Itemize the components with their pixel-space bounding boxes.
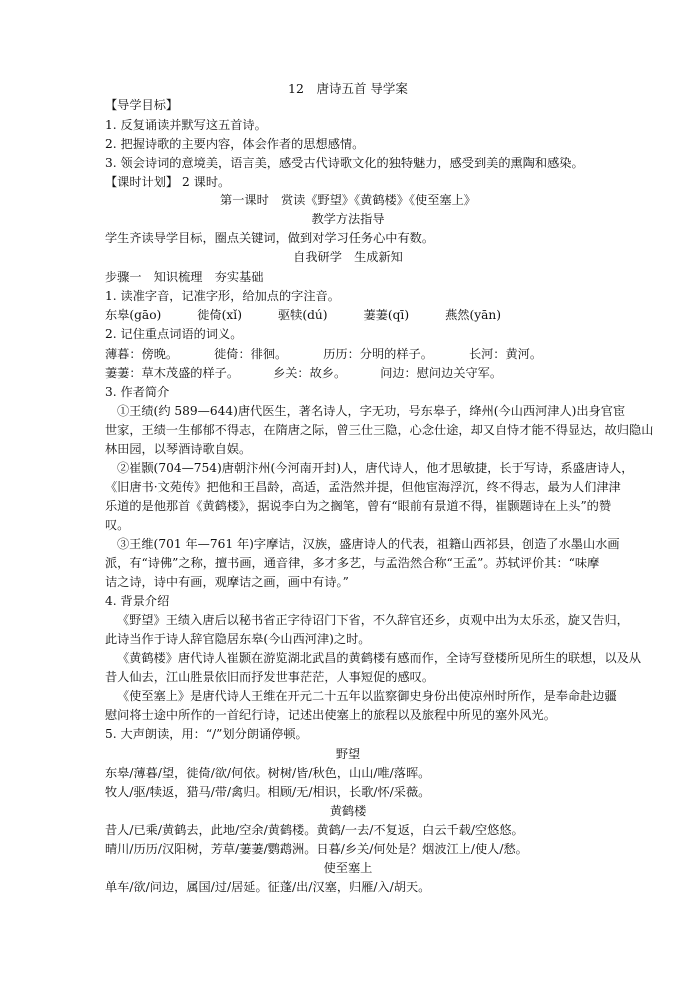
question-1: 1. 读准字音，记准字形，给加点的字注音。: [105, 289, 340, 303]
objective-3: 3. 领会诗词的意境美，语言美，感受古代诗歌文化的独特魅力，感受到美的熏陶和感染。: [105, 156, 584, 170]
poem-1-title: 野望: [335, 747, 361, 761]
author-1-line: 世家，王绩一生郁郁不得志，在隋唐之际，曾三仕三隐，心念仕途，却又自恃才能不得显达，故归隐山: [105, 423, 654, 437]
author-3-line: ③王维(701 年—761 年)字摩诘，汉族，盛唐诗人的代表，祖籍山西祁县，创造了水墨山水画: [117, 537, 620, 551]
plan-heading: 【课时计划】: [105, 175, 179, 189]
background-2-line: 《黄鹤楼》唐代诗人崔颢在游览湖北武昌的黄鹤楼有感而作，全诗写登楼所见所生的联想，以及从: [117, 651, 642, 665]
poem-3-line: 单车/欲/问边，属国/过/居延。征蓬/出/汉塞，归雁/入/胡天。: [105, 880, 431, 894]
author-2-line: 乐道的是他那首《黄鹤楼》，据说李白为之搁笔，曾有“眼前有景道不得，崔颢题诗在上头”的赞: [105, 499, 612, 513]
vocab-item: 徙倚：徘徊。: [214, 347, 288, 361]
poem-2-line: 晴川/历历/汉阳树，芳草/萋萋/鹦鹉洲。日暮/乡关/何处是？烟波江上/使人/愁。: [105, 842, 528, 856]
objective-1: 1. 反复诵读并默写这五首诗。: [105, 118, 267, 132]
vocab-row-2: [105, 364, 502, 382]
method-heading: 教学方法指导: [311, 212, 385, 226]
pinyin-item: 驱犊(dú): [277, 308, 328, 322]
pinyin-item: 萋萋(qī): [363, 308, 410, 322]
vocab-item: 萋萋：草木茂盛的样子。: [105, 366, 240, 380]
pinyin-item: 东皋(gāo): [105, 308, 162, 322]
question-4: 4. 背景介绍: [105, 594, 170, 608]
vocab-item: 长河：黄河。: [468, 347, 543, 361]
vocab-item: 乡关：故乡。: [273, 366, 347, 380]
poem-1-line: 牧人/驱/犊返，猎马/带/禽归。相顾/无/相识，长歌/怀/采薇。: [105, 785, 431, 799]
background-3-line: 《使至塞上》是唐代诗人王维在开元二十五年以监察御史身份出使凉州时所作，是奉命赴边疆: [117, 689, 617, 703]
background-2-line: 昔人仙去，江山胜景依旧而抒发世事茫茫，人事短促的感叹。: [105, 670, 435, 684]
question-5: 5. 大声朗读，用：“/”划分朗诵停顿。: [105, 727, 308, 741]
plan-line: [105, 173, 230, 191]
vocab-item: 薄暮：傍晚。: [105, 347, 179, 361]
question-3: 3. 作者简介: [105, 385, 170, 399]
question-2: 2. 记住重点词语的词义。: [105, 327, 243, 341]
self-study-heading: 自我研学 生成新知: [293, 250, 403, 264]
method-text: 学生齐读导学目标，圈点关键词，做到对学习任务心中有数。: [105, 231, 435, 245]
author-3-line: 派，有“诗佛”之称，擅书画，通音律，多才多艺，与孟浩然合称“王孟”。苏轼评价其：“味摩: [105, 556, 600, 570]
author-3-line: 诘之诗，诗中有画，观摩诘之画，画中有诗。”: [105, 575, 349, 589]
step1-heading: 步骤一 知识梳理 夯实基础: [105, 270, 264, 284]
poem-2-title: 黄鹤楼: [329, 804, 367, 818]
author-2-line: ②崔颢(704—754)唐朝汴州(今河南开封)人，唐代诗人，他才思敏捷，长于写诗，系盛唐诗人，: [117, 461, 634, 475]
vocab-item: 历历：分明的样子。: [323, 347, 433, 361]
author-1-line: 林田园，以琴酒诗歌自娱。: [105, 442, 252, 456]
vocab-item: 问边：慰问边关守军。: [380, 366, 503, 380]
pinyin-item: 徙倚(xǐ): [197, 308, 242, 322]
poem-2-line: 昔人/已乘/黄鹤去，此地/空余/黄鹤楼。黄鹤/一去/不复返，白云千载/空悠悠。: [105, 823, 524, 837]
objectives-heading: 【导学目标】: [105, 98, 179, 112]
author-2-line: 叹。: [105, 518, 130, 532]
vocab-row-1: [105, 345, 542, 363]
objective-2: 2. 把握诗歌的主要内容，体会作者的思想感情。: [105, 137, 365, 151]
document-title: 12 唐诗五首 导学案: [288, 81, 408, 96]
plan-value: 2 课时。: [182, 175, 231, 189]
poem-1-line: 东皋/薄暮/望，徙倚/欲/何依。树树/皆/秋色，山山/唯/落晖。: [105, 766, 431, 780]
background-3-line: 慰问将士途中所作的一首纪行诗，记述出使塞上的旅程以及旅程中所见的塞外风光。: [105, 708, 556, 722]
lesson1-title: 第一课时 赏读《野望》《黄鹤楼》《使至塞上》: [220, 193, 476, 207]
background-1-line: 《野望》王绩入唐后以秘书省正字待诏门下省，不久辞官还乡，贞观中出为太乐丞，旋又告归，: [117, 613, 629, 627]
pinyin-row: [105, 306, 501, 324]
author-2-line: 《旧唐书·文苑传》把他和王昌龄，高适，孟浩然并提，但他宦海浮沉，终不得志，最为人们津津: [105, 480, 621, 494]
author-1-line: ①王绩(约 589—644)唐代医生，著名诗人，字无功，号东皋子，绛州(今山西河津人)出身官宦: [117, 404, 626, 418]
poem-3-title: 使至塞上: [323, 861, 373, 875]
background-1-line: 此诗当作于诗人辞官隐居东皋(今山西河津)之时。: [105, 632, 371, 646]
pinyin-item: 燕然(yān): [445, 308, 501, 322]
